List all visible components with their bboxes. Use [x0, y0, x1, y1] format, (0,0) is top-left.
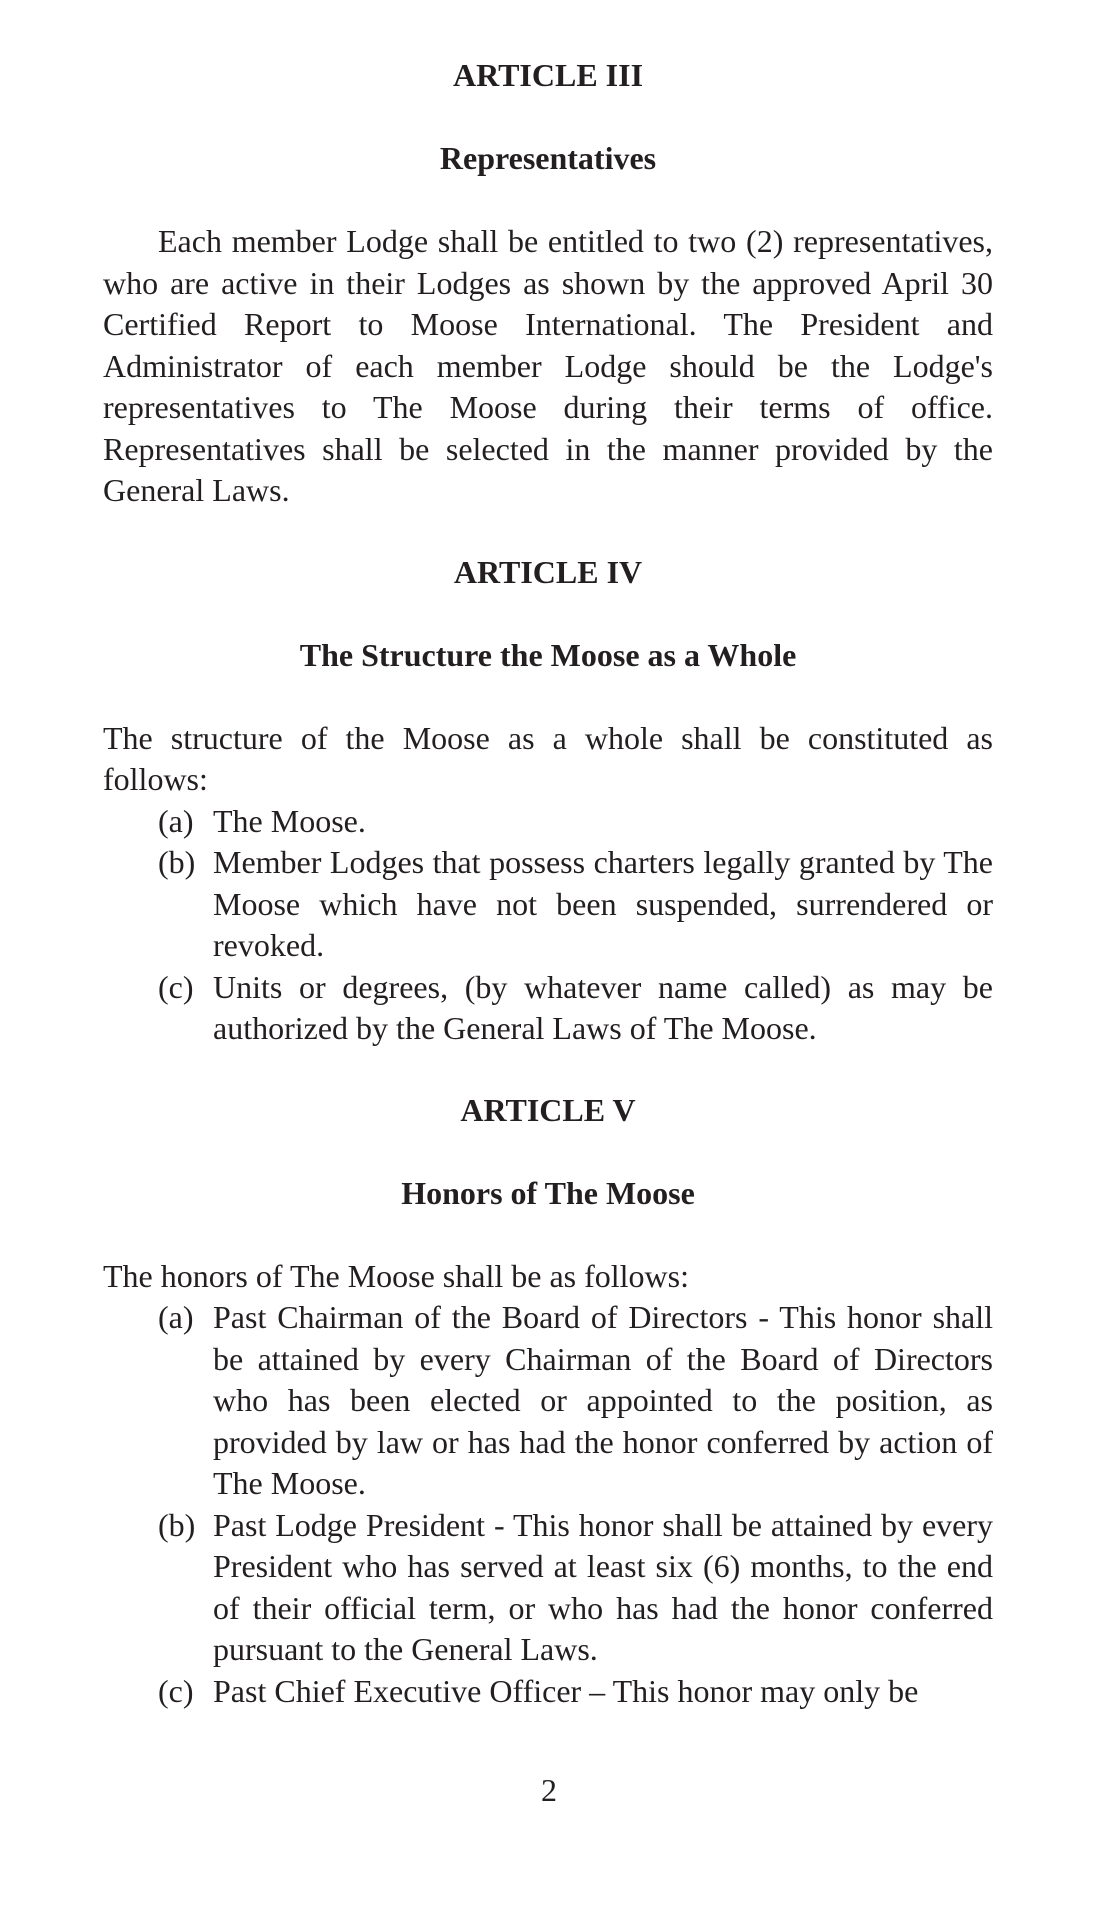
- list-item-label: (c): [158, 1672, 194, 1709]
- list-item: [103, 842, 993, 967]
- list-item-text: Member Lodges that possess charters legally granted by The Moose which have not been suspended, surrendered or revoked.: [213, 844, 993, 963]
- list-item: [103, 1671, 993, 1713]
- article-iv-title: ARTICLE IV: [453, 553, 643, 590]
- article-iv: [103, 552, 993, 1050]
- article-v-intro: The honors of The Moose shall be as follows:: [103, 1257, 689, 1294]
- article-iii-title: ARTICLE III: [452, 57, 644, 93]
- list-item-text: Past Chairman of the Board of Directors - This honor shall be attained by every Chairman of the Board of Directors who has been elected or appointed to the position, as provided by law or has had the honor conferred by action of The Moose.: [213, 1299, 993, 1501]
- list-item: [103, 1505, 993, 1671]
- list-item-label: (c): [158, 968, 194, 1005]
- article-v-subtitle: Honors of The Moose: [401, 1174, 695, 1211]
- article-v: [103, 1090, 993, 1713]
- list-item-text: Past Chief Executive Officer – This honor may only be: [213, 1672, 919, 1709]
- article-iv-subtitle: The Structure the Moose as a Whole: [299, 636, 797, 673]
- list-item-label: (a): [158, 802, 194, 839]
- list-item-text: Past Lodge President - This honor shall be attained by every President who has served at least six (6) months, to the end of their official term, or who has had the honor conferred pursuant to the General Laws.: [213, 1506, 993, 1667]
- article-iii: [103, 55, 993, 512]
- document-page: [103, 55, 993, 1712]
- list-item-label: (b): [158, 1506, 196, 1543]
- article-v-list: [103, 1297, 993, 1712]
- list-item: [103, 1297, 993, 1505]
- article-v-title: ARTICLE V: [460, 1091, 636, 1128]
- article-iii-subtitle: Representatives: [439, 140, 657, 176]
- list-item-label: (b): [158, 844, 196, 880]
- page-number: 2: [541, 1772, 557, 1808]
- article-iii-body: Each member Lodge shall be entitled to two (2) representatives, who are active in their Lodges as shown by the approved April 30 Certified Report to Moose International. The President and Administrator of each member Lodge should be the Lodge's representatives to The Moose during their terms of office. Representatives shall be selected in the manner provided by the General Laws.: [103, 223, 993, 508]
- list-item: [103, 967, 993, 1050]
- list-item-text: The Moose.: [213, 802, 366, 839]
- list-item-text: Units or degrees, (by whatever name called) as may be authorized by the General Laws of The Moose.: [213, 968, 993, 1046]
- article-iv-list: [103, 801, 993, 1050]
- article-iv-intro: The structure of the Moose as a whole shall be constituted as follows:: [103, 719, 993, 797]
- list-item: [103, 801, 993, 843]
- list-item-label: (a): [158, 1299, 194, 1335]
